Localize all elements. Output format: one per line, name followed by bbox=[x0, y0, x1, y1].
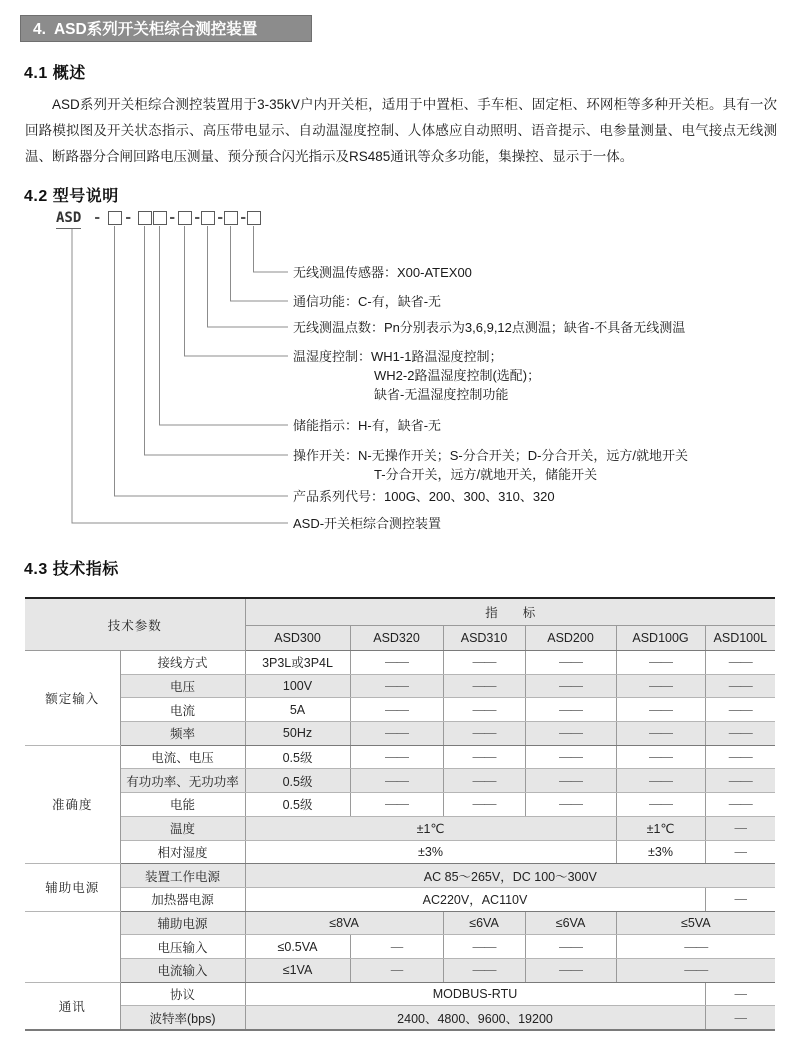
spec-cell: — bbox=[705, 816, 775, 840]
spec-cell: 2400、4800、9600、19200 bbox=[245, 1006, 705, 1030]
spec-cell: —— bbox=[350, 698, 443, 722]
spec-cell: 100V bbox=[245, 674, 350, 698]
spec-cell: ≤1VA bbox=[245, 958, 350, 982]
code-separator: - bbox=[93, 210, 102, 226]
label-device-name: ASD-开关柜综合测控装置 bbox=[293, 516, 442, 531]
model-prefix: ASD bbox=[56, 210, 81, 229]
spec-cell: 0.5级 bbox=[245, 745, 350, 769]
table-row bbox=[25, 958, 775, 982]
code-box-humidity bbox=[178, 211, 192, 225]
label-comm-function: 通信功能：C-有，缺省-无 bbox=[293, 294, 442, 309]
table-row bbox=[25, 864, 775, 888]
label-operation-switch bbox=[293, 446, 688, 484]
heading-overview: 4.1 概述 bbox=[24, 65, 86, 82]
group-label bbox=[25, 911, 120, 982]
spec-cell: —— bbox=[616, 674, 705, 698]
spec-cell: — bbox=[705, 1006, 775, 1030]
param-label: 辅助电源 bbox=[120, 911, 245, 935]
spec-cell: —— bbox=[705, 651, 775, 675]
spec-cell: —— bbox=[705, 722, 775, 746]
spec-cell: 3P3L或3P4L bbox=[245, 651, 350, 675]
spec-cell: —— bbox=[705, 769, 775, 793]
label-humidity-line2: WH2-2路温湿度控制(选配)； bbox=[374, 368, 541, 383]
param-label: 电流、电压 bbox=[120, 745, 245, 769]
param-label: 装置工作电源 bbox=[120, 864, 245, 888]
table-row bbox=[25, 793, 775, 817]
spec-cell: —— bbox=[350, 793, 443, 817]
label-switch-line2: T-分合开关，远方/就地开关，储能开关 bbox=[374, 467, 598, 482]
code-separator: - bbox=[216, 210, 225, 226]
table-row bbox=[25, 745, 775, 769]
model-code-diagram bbox=[0, 205, 800, 550]
param-label: 波特率(bps) bbox=[120, 1006, 245, 1030]
table-row bbox=[25, 840, 775, 864]
spec-cell: —— bbox=[443, 793, 525, 817]
group-label: 辅助电源 bbox=[25, 864, 120, 911]
spec-cell: —— bbox=[616, 651, 705, 675]
spec-cell: —— bbox=[443, 958, 525, 982]
spec-cell: —— bbox=[525, 698, 616, 722]
spec-cell: —— bbox=[443, 935, 525, 959]
param-label: 电能 bbox=[120, 793, 245, 817]
param-label: 接线方式 bbox=[120, 651, 245, 675]
spec-cell: —— bbox=[525, 651, 616, 675]
param-label: 电压输入 bbox=[120, 935, 245, 959]
code-box-sensor bbox=[247, 211, 261, 225]
header-model: ASD100G bbox=[616, 626, 705, 651]
spec-cell: —— bbox=[705, 793, 775, 817]
spec-cell: —— bbox=[616, 745, 705, 769]
spec-cell: —— bbox=[350, 769, 443, 793]
spec-cell: —— bbox=[616, 935, 775, 959]
spec-cell: ≤5VA bbox=[616, 911, 775, 935]
code-box-comm bbox=[224, 211, 238, 225]
header-model: ASD200 bbox=[525, 626, 616, 651]
param-label: 相对湿度 bbox=[120, 840, 245, 864]
code-separator: - bbox=[239, 210, 248, 226]
spec-cell: — bbox=[350, 935, 443, 959]
spec-cell: —— bbox=[443, 722, 525, 746]
code-separator: - bbox=[193, 210, 202, 226]
spec-cell: —— bbox=[350, 674, 443, 698]
label-switch-line1: 操作开关：N-无操作开关；S-分合开关；D-分合开关，远方/就地开关 bbox=[293, 448, 689, 463]
label-humidity-line1: 温湿度控制：WH1-1路温湿度控制； bbox=[293, 349, 503, 364]
param-label: 加热器电源 bbox=[120, 887, 245, 911]
spec-cell: —— bbox=[443, 698, 525, 722]
table-row bbox=[25, 698, 775, 722]
param-label: 协议 bbox=[120, 982, 245, 1006]
label-wireless-points: 无线测温点数：Pn分别表示为3,6,9,12点测温；缺省-不具备无线测温 bbox=[293, 320, 686, 335]
spec-cell: —— bbox=[616, 958, 775, 982]
spec-cell: ±3% bbox=[616, 840, 705, 864]
table-row bbox=[25, 911, 775, 935]
group-label: 额定输入 bbox=[25, 651, 120, 746]
code-box-points bbox=[201, 211, 215, 225]
section-banner: 4. ASD系列开关柜综合测控装置 bbox=[20, 15, 312, 42]
table-row bbox=[25, 1006, 775, 1030]
spec-cell: —— bbox=[525, 935, 616, 959]
label-energy-indicator: 储能指示：H-有，缺省-无 bbox=[293, 418, 442, 433]
spec-cell: —— bbox=[616, 793, 705, 817]
header-model: ASD300 bbox=[245, 626, 350, 651]
spec-cell: —— bbox=[443, 674, 525, 698]
code-separator: - bbox=[168, 210, 177, 226]
spec-cell: ≤0.5VA bbox=[245, 935, 350, 959]
spec-cell: ≤6VA bbox=[443, 911, 525, 935]
spec-cell: —— bbox=[705, 674, 775, 698]
table-row bbox=[25, 887, 775, 911]
table-row bbox=[25, 722, 775, 746]
header-model: ASD100L bbox=[705, 626, 775, 651]
spec-table bbox=[25, 597, 775, 1031]
spec-cell: AC220V，AC110V bbox=[245, 887, 705, 911]
code-box-series bbox=[108, 211, 122, 225]
label-humidity-control bbox=[293, 347, 540, 404]
spec-cell: 50Hz bbox=[245, 722, 350, 746]
heading-specs: 4.3 技术指标 bbox=[24, 561, 119, 578]
table-row bbox=[25, 651, 775, 675]
param-label: 电压 bbox=[120, 674, 245, 698]
spec-cell: —— bbox=[525, 745, 616, 769]
spec-cell: —— bbox=[616, 698, 705, 722]
code-box-switch bbox=[138, 211, 152, 225]
spec-cell: —— bbox=[705, 698, 775, 722]
param-label: 频率 bbox=[120, 722, 245, 746]
spec-cell: — bbox=[705, 887, 775, 911]
spec-cell: —— bbox=[350, 745, 443, 769]
group-label: 准确度 bbox=[25, 745, 120, 863]
code-separator: - bbox=[124, 210, 133, 226]
spec-cell: ≤6VA bbox=[525, 911, 616, 935]
spec-cell: —— bbox=[705, 745, 775, 769]
header-indicator: 指 标 bbox=[245, 598, 775, 626]
table-row bbox=[25, 674, 775, 698]
spec-cell: — bbox=[705, 840, 775, 864]
spec-cell: ±1℃ bbox=[616, 816, 705, 840]
label-wireless-sensor: 无线测温传感器：X00-ATEX00 bbox=[293, 265, 472, 280]
table-row bbox=[25, 982, 775, 1006]
table-row bbox=[25, 935, 775, 959]
spec-cell: 0.5级 bbox=[245, 793, 350, 817]
param-label: 电流输入 bbox=[120, 958, 245, 982]
param-label: 电流 bbox=[120, 698, 245, 722]
param-label: 有功功率、无功功率 bbox=[120, 769, 245, 793]
table-row bbox=[25, 816, 775, 840]
spec-cell: —— bbox=[525, 674, 616, 698]
header-model: ASD320 bbox=[350, 626, 443, 651]
spec-cell: —— bbox=[525, 958, 616, 982]
spec-cell: 0.5级 bbox=[245, 769, 350, 793]
spec-cell: —— bbox=[525, 793, 616, 817]
spec-cell: —— bbox=[616, 769, 705, 793]
overview-paragraph: ASD系列开关柜综合测控装置用于3-35kV户内开关柜，适用于中置柜、手车柜、固定柜、环网柜等多种开关柜。具有一次回路模拟图及开关状态指示、高压带电显示、自动温湿度控制、人体感应自动照明、语音提示、电参量测量、电气接点无线测温、断路器分合闸回路电压测量、预分预合闪光指示及RS485通讯等众多功能，集操控、显示于一体。 bbox=[25, 97, 777, 164]
spec-cell: —— bbox=[443, 745, 525, 769]
spec-cell: — bbox=[350, 958, 443, 982]
spec-cell: —— bbox=[616, 722, 705, 746]
spec-cell: AC 85～265V，DC 100～300V bbox=[245, 864, 775, 888]
spec-cell: 5A bbox=[245, 698, 350, 722]
header-model: ASD310 bbox=[443, 626, 525, 651]
spec-cell: —— bbox=[350, 651, 443, 675]
spec-cell: —— bbox=[350, 722, 443, 746]
spec-cell: ±3% bbox=[245, 840, 616, 864]
spec-cell: — bbox=[705, 982, 775, 1006]
label-humidity-line3: 缺省-无温湿度控制功能 bbox=[374, 387, 509, 402]
heading-model: 4.2 型号说明 bbox=[24, 188, 119, 205]
spec-cell: —— bbox=[443, 651, 525, 675]
table-row bbox=[25, 769, 775, 793]
header-param: 技术参数 bbox=[25, 598, 245, 651]
code-box-energy bbox=[153, 211, 167, 225]
spec-cell: —— bbox=[525, 769, 616, 793]
spec-cell: ≤8VA bbox=[245, 911, 443, 935]
group-label: 通讯 bbox=[25, 982, 120, 1030]
spec-cell: —— bbox=[525, 722, 616, 746]
spec-cell: MODBUS-RTU bbox=[245, 982, 705, 1006]
spec-cell: —— bbox=[443, 769, 525, 793]
param-label: 温度 bbox=[120, 816, 245, 840]
label-product-series: 产品系列代号：100G、200、300、310、320 bbox=[293, 489, 555, 504]
spec-cell: ±1℃ bbox=[245, 816, 616, 840]
